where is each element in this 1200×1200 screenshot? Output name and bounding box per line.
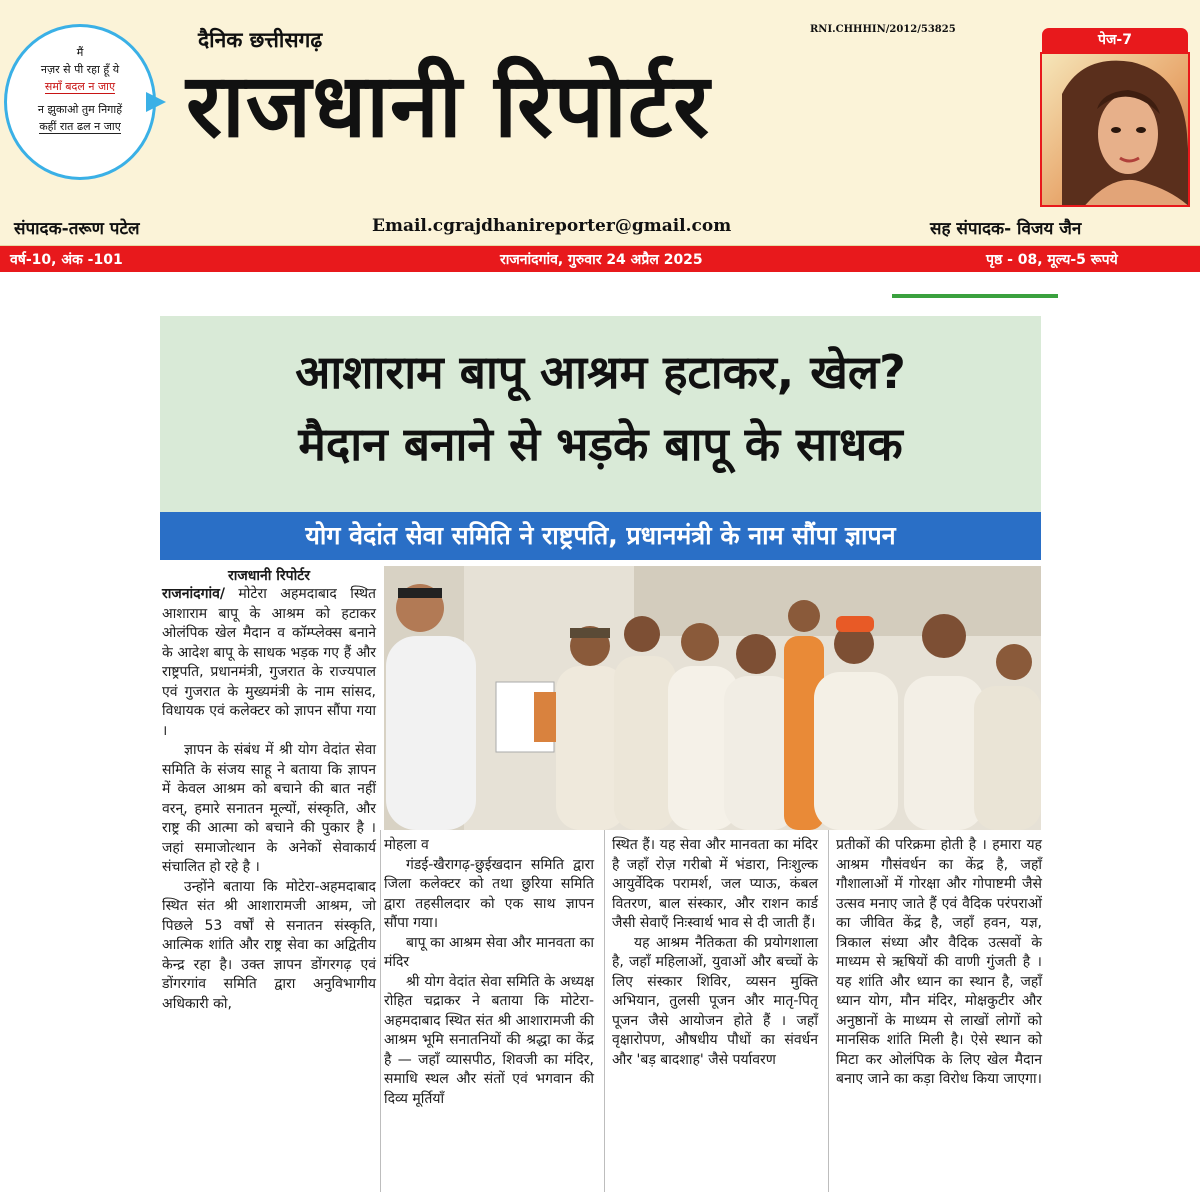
subheadline-bar: योग वेदांत सेवा समिति ने राष्ट्रपति, प्रधानमंत्री के नाम सौंपा ज्ञापन (160, 512, 1041, 560)
article-paragraph: प्रतीकों की परिक्रमा होती है । हमारा यह आश्रम गौसंवर्धन का केंद्र है, जहाँ गौशालाओं में गोरक्षा और गोपाष्टमी जैसे उत्सव मनाए जाते हैं एवं वैदिक परंपराओं का जीवित केंद्र है, जहाँ हवन, यज्ञ, त्रिकाल संध्या और वैदिक उत्सवों के माध्यम से ऋषियों की वाणी गुंजती है । यह शांति और ध्यान का स्थान है, जहाँ ध्यान योग, मौन मंदिर, मोक्षकुटीर और अनुष्ठानों के माध्यम से लाखों लोगों को मानसिक शांति मिली है। ऐसे स्थान को मिटा कर ओलंपिक के लिए खेल मैदान बनाए जाने का कड़ा विरोध किया जाएगा। (836, 837, 1042, 1087)
subheading: बापू का आश्रम सेवा और मानवता का मंदिर (384, 934, 594, 970)
byline: राजधानी रिपोर्टर (228, 568, 310, 584)
poem-text (12, 44, 148, 135)
contact-email: Email.cgrajdhanireporter@gmail.com (372, 216, 732, 236)
column-divider (380, 830, 381, 1192)
article-paragraph: मोहला व (384, 837, 429, 853)
article-paragraph: गंडई-खैरागढ़-छुईखदान समिति द्वारा जिला कलेक्टर को तथा छुरिया समिति द्वारा तहसीलदार को एक साथ ज्ञापन सौंपा गया। (384, 856, 594, 931)
rni-number: RNI.CHHHIN/2012/53825 (810, 24, 956, 35)
pages-price: पृष्ठ - 08, मूल्य-5 रूपये (986, 252, 1118, 268)
poem-line: मैं (76, 46, 84, 59)
green-divider (892, 294, 1058, 298)
news-photo (384, 566, 1041, 830)
column-divider (828, 830, 829, 1192)
co-editor-name: सह संपादक- विजय जैन (930, 219, 1082, 239)
promo-photo (1040, 52, 1190, 207)
bubble-tail-icon (146, 92, 166, 112)
article-column-1 (162, 566, 376, 1014)
poem-line: कहीं रात ढल न जाए (39, 120, 121, 134)
dateline-place: राजनांदगांव/ (162, 586, 225, 602)
date-line: राजनांदगांव, गुरुवार 24 अप्रैल 2025 (500, 252, 703, 268)
page-badge: पेज-7 (1042, 28, 1188, 52)
editor-name: संपादक-तरूण पटेल (14, 219, 140, 239)
headline-box (160, 316, 1041, 512)
paper-tagline: दैनिक छत्तीसगढ़ (198, 27, 323, 52)
poem-line: समाँ बदल न जाए (44, 80, 116, 94)
article-column-2 (384, 836, 594, 1109)
info-bar (0, 246, 1200, 272)
column-divider (604, 830, 605, 1192)
article-column-4 (836, 836, 1042, 1090)
poem-line: न झुकाओ तुम निगाहें (37, 103, 123, 117)
portrait-image-icon (1042, 54, 1190, 207)
article-column-3 (612, 836, 818, 1070)
headline-line-2: मैदान बनाने से भड़के बापू के साधक (298, 417, 903, 471)
volume-issue: वर्ष-10, अंक -101 (10, 252, 123, 268)
article-paragraph: यह आश्रम नैतिकता की प्रयोगशाला है, जहाँ महिलाओं, युवाओं और बच्चों के लिए संस्कार शिविर, व्यसन मुक्ति अभियान, तुलसी पूजन और मातृ-पितृ पूजन जैसे आयोजन होते हैं । जहाँ वृक्षारोपण, औषधीय पौधों का संवर्धन और 'बड़ बादशाह' जैसे पर्यावरण (612, 934, 818, 1068)
poem-line: नज़र से पी रहा हूँ ये (40, 63, 120, 77)
memorandum-handover-image-icon (384, 566, 1041, 830)
article-paragraph: उन्होंने बताया कि मोटेरा-अहमदाबाद स्थित संत श्री आशारामजी आश्रम, जो पिछले 53 वर्षों से सनातन संस्कृति, आत्मिक शांति और राष्ट्र सेवा का अद्वितीय केन्द्र रहा है। उक्त ज्ञापन डोंगरगढ़ एवं डोंगरगांव समिति द्वारा अनुविभागीय अधिकारी को, (162, 878, 376, 1012)
masthead (0, 0, 1200, 246)
article-paragraph: ज्ञापन के संबंध में श्री योग वेदांत सेवा समिति के संजय साहू ने बताया कि ज्ञापन में केवल आश्रम को बचाने की बात नहीं वरन्, हमारे सनातन मूल्यों, संस्कृति, और राष्ट्र की आत्मा को बचाने की पुकार है । जहां समाजोत्थान के अनेकों सेवाकार्य संचालित हो रहे है । (162, 742, 376, 875)
article-paragraph: श्री योग वेदांत सेवा समिति के अध्यक्ष रोहित चद्राकर ने बताया कि मोटेरा-अहमदाबाद स्थित संत श्री आशारामजी की आश्रम भूमि सनातनियों की श्रद्धा का केंद्र है — जहाँ व्यासपीठ, शिवजी का मंदिर, समाधि स्थल और संतों एवं भगवान की दिव्य मूर्तियाँ (384, 973, 594, 1107)
paragraph-text: मोटेरा अहमदाबाद स्थित आशाराम बापू के आश्रम को हटाकर ओलंपिक खेल मैदान व कॉम्प्लेक्स बनाने के आदेश बापू के साधक भड़क गए हैं और राष्ट्रपति, प्रधानमंत्री, गुजरात के राज्यपाल एवं गुजरात के मुख्यमंत्री के नाम सांसद, विधायक एवं कलेक्टर को ज्ञापन सौंपा गया । (162, 586, 377, 739)
headline-line-1: आशाराम बापू आश्रम हटाकर, खेल? (295, 345, 906, 399)
newspaper-title: राजधानी रिपोर्टर (186, 54, 711, 157)
article-paragraph: स्थित हैं। यह सेवा और मानवता का मंदिर है जहाँ रोज़ गरीबो में भंडारा, निःशुल्क आयुर्वेदिक परामर्श, जल प्याऊ, कंबल वितरण, बाल संस्कार, और राशन कार्ड जैसी सेवाएँ निःस्वार्थ भाव से दी जाती हैं। (612, 837, 818, 931)
article-paragraph (162, 585, 376, 741)
